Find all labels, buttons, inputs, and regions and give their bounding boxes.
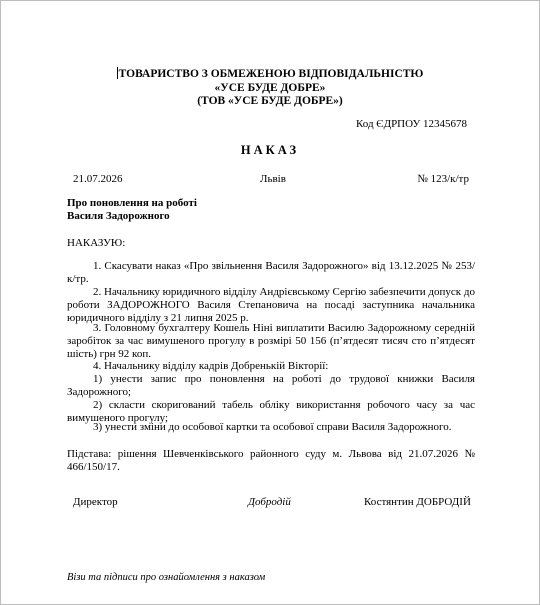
edrpou-code: Код ЄДРПОУ 12345678: [355, 118, 467, 130]
order-item: [67, 360, 475, 373]
order-date: 21.07.2026: [73, 173, 123, 185]
signature-position: Директор: [73, 496, 118, 508]
subject-line1: Про поновлення на роботі: [67, 197, 197, 209]
text-cursor: [117, 67, 118, 79]
order-item-4: 4. Начальнику відділу кадрів Добренькій Вікторії:: [93, 360, 329, 372]
org-name-line2: «УСЕ БУДЕ ДОБРЕ»: [214, 81, 326, 94]
order-item-1: 1. Скасувати наказ «Про звільнення Василя Задорожного» від 13.12.2025 № 253/к/тр.: [67, 260, 475, 285]
order-item-3: 3. Головному бухгалтеру Кошель Ніні виплатити Василю Задорожному середній заробіток за час вимушеного прогулу в розмірі 50 156 (п’ятдесят тисяч сто п’ятдесят шість) грн 92 коп.: [67, 322, 475, 360]
order-city: Львів: [260, 173, 286, 185]
order-item: [67, 286, 475, 324]
subject-line2: Василя Задорожного: [67, 210, 170, 222]
order-number: № 123/к/тр: [417, 173, 469, 185]
order-subitem-2: 2) скласти скоригований табель обліку використання робочого часу за час вимушеного прогулу;: [67, 399, 475, 424]
order-subitem-3: 3) унести зміни до особової картки та особової справи Василя Задорожного.: [93, 421, 452, 433]
org-name-line1: ТОВАРИСТВО З ОБМЕЖЕНОЮ ВІДПОВІДАЛЬНІСТЮ: [118, 68, 424, 80]
signature-sign: Добродій: [248, 496, 291, 508]
signature-name: Костянтин ДОБРОДІЙ: [364, 496, 471, 508]
order-keyword: НАКАЗУЮ:: [67, 237, 126, 249]
order-subitem-1: 1) унести запис про поновлення на роботі до трудової книжки Василя Задорожного;: [67, 373, 475, 398]
order-subitem: [67, 373, 475, 399]
acknowledgement-footer: Візи та підписи про ознайомлення з наказом: [67, 572, 266, 583]
order-item: [67, 260, 475, 286]
order-subject: [67, 197, 197, 223]
document-title: НАКАЗ: [240, 143, 300, 157]
organization-header: [1, 67, 539, 109]
order-item-2: 2. Начальнику юридичного відділу Андрієвському Сергію забезпечити допуск до роботи ЗАДОРОЖНОГО Василя Степановича на посаді заступника начальника юридичного відділу з 21 липня 2025 р.: [67, 286, 475, 324]
basis-paragraph: Підстава: рішення Шевченківського районного суду м. Львова від 21.07.2026 № 466/150/17.: [67, 448, 475, 473]
order-subitem: [67, 421, 475, 434]
org-name-line3: (ТОВ «УСЕ БУДЕ ДОБРЕ»): [197, 95, 343, 107]
order-item: [67, 322, 475, 360]
